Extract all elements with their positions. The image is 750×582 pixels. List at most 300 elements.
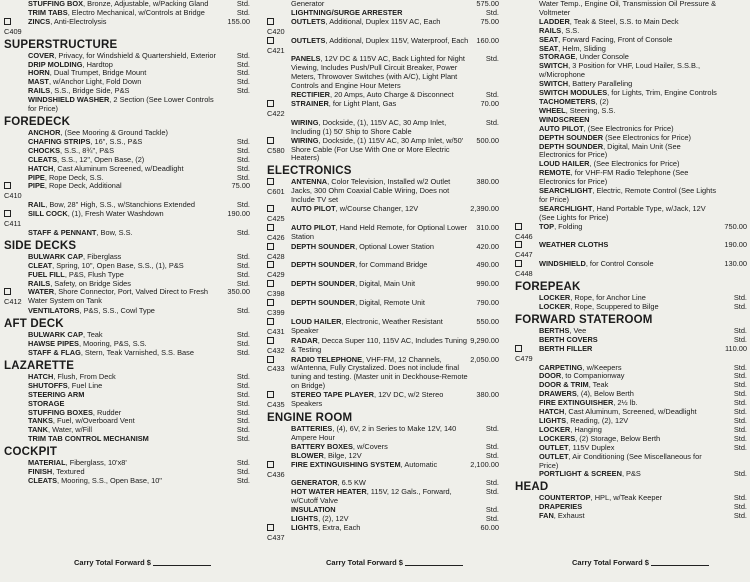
carry-total-blank [651,565,709,566]
item-name: OUTLETS [291,16,326,26]
option-code-text: C436 [267,469,285,479]
item-detail: , Dockside, (1) 115V AC, 30 Amp Inlet, w/50' Shore Cable (For Use With One or More Electric Heaters) [291,135,464,163]
item-name: SWITCH MODULES [539,88,608,98]
line-item [4,182,250,201]
option-code-text: C411 [4,219,22,229]
item-price: Std. [733,380,747,390]
item-name: CHAFING STRIPS [28,136,91,146]
line-item [515,223,747,242]
option-checkbox-icon[interactable] [515,345,522,352]
item-name: BERTHS [539,325,570,335]
item-price: Std. [236,86,250,96]
item-description [539,453,717,471]
item-price: 190.00 [724,240,747,250]
item-detail: , Electro Mechanical, w/Controls at Bridge [67,7,205,17]
item-name: WIRING [291,117,319,127]
option-code[interactable] [267,391,291,410]
item-name: STAFF & FLAG [28,348,81,357]
item-price: Std. [485,478,499,488]
item-price: Std. [733,415,747,425]
item-price: Std. [733,371,747,381]
option-checkbox-icon[interactable] [267,524,274,531]
option-code[interactable] [267,461,291,480]
item-price: Std. [733,362,747,372]
option-code-text: C448 [515,269,533,279]
section-heading-foredeck: FOREDECK [4,115,71,128]
item-price: Std. [236,278,250,288]
option-checkbox-icon[interactable] [267,137,274,144]
item-detail: , Fiberglass, 10'x8' [65,458,127,468]
item-price: Std. [485,117,499,127]
item-name: GENERATOR [291,478,338,488]
option-checkbox-icon[interactable] [515,223,522,230]
line-item [267,137,499,164]
item-detail: , S.S. [561,25,580,35]
option-checkbox-icon[interactable] [267,356,274,363]
option-checkbox-icon[interactable] [267,461,274,468]
line-item [4,210,250,229]
item-name: ANTENNA [291,177,328,187]
item-detail: , Cast Aluminum Screened, w/Deadlight [53,163,184,173]
item-price: Std. [485,487,499,497]
option-code[interactable] [267,356,291,375]
item-detail: , Mooring, P&S, S.S. [78,339,147,349]
item-description [291,243,469,252]
item-detail: , for Command Bridge [355,260,428,270]
item-price: Std. [236,154,250,164]
option-code-text: C409 [4,26,22,36]
item-price: 350.00 [227,287,250,297]
item-name: FINISH [28,467,53,477]
item-name: TOP [539,221,555,231]
item-price: Std. [733,407,747,417]
line-item [267,391,499,410]
item-description [291,55,469,91]
item-description [539,62,717,80]
item-price: Std. [236,269,250,279]
option-code[interactable] [267,205,291,224]
item-name: REMOTE [539,168,571,178]
item-detail: , Bow, 28" High, S.S., w/Stanchions Extended [45,200,195,210]
option-checkbox-icon[interactable] [4,288,11,295]
item-description [28,307,220,316]
item-description [291,261,469,270]
item-name: DEPTH SOUNDER [291,241,356,251]
item-name: OUTLETS [291,35,326,45]
item-name: LIGHTS [291,522,319,532]
item-price: 75.00 [231,181,250,191]
item-price: Std. [485,505,499,515]
item-name: ANCHOR [28,127,61,137]
item-price: Std. [733,325,747,335]
line-item [267,119,499,137]
item-detail: , Additional, Duplex 115V AC, Each [325,16,441,26]
line-item [267,461,499,480]
option-code[interactable] [515,241,539,260]
item-name: DRAWERS [539,389,577,399]
item-detail: , Under Console [575,52,629,62]
option-checkbox-icon[interactable] [267,318,274,325]
item-price: Std. [733,502,747,512]
item-detail: , Hanging [570,424,602,434]
item-description [291,461,469,470]
item-description [291,425,469,443]
item-price: Std. [236,59,250,69]
item-detail: , S.S., 8¾", P&S [60,145,115,155]
option-code-text: C446 [515,231,533,241]
item-name: ZINCS [28,16,51,26]
option-code-text: C425 [267,213,285,223]
item-name: DOOR & TRIM [539,380,589,390]
option-checkbox-icon[interactable] [267,224,274,231]
item-price: Std. [733,511,747,521]
line-item [267,356,499,392]
option-checkbox-icon[interactable] [267,18,274,25]
item-detail: , Fiberglass [83,251,122,261]
item-detail: , VHF-FM, 12 Channels, w/Antenna, Fully Crystalized. Does not include final tuning and testing. (Master unit in Deckhouse-Remote on Bridge) [291,354,468,391]
item-detail: , (2) [595,96,609,106]
option-code[interactable] [267,178,291,197]
item-detail: , Spring, 10", Open Base, S.S., (1), P&S [52,260,184,270]
item-detail: , Rudder [92,407,122,417]
item-name: LOCKER [539,302,571,311]
carry-total-forward-col1: Carry Total Forward $ [74,558,211,567]
item-detail: , 3 Position for VHF, Loud Hailer, S.S.B., w/Microphone [539,61,701,80]
item-detail: , w/Anchor Light, Fold Down [48,77,142,87]
line-item [4,18,250,37]
item-detail: , (2), 12V [318,514,349,524]
line-item [267,425,499,443]
item-detail: , P&S, S.S., Cowl Type [79,306,155,316]
item-name: BLOWER [291,450,324,460]
item-description [291,205,469,214]
item-detail: , Dual Trumpet, Bridge Mount [49,68,147,78]
line-item [4,435,250,444]
item-price: 110.00 [724,343,747,353]
item-name: STEREO TAPE PLAYER [291,390,374,400]
option-code[interactable] [267,337,291,356]
item-name: COVER [28,50,55,60]
option-code[interactable] [515,223,539,242]
option-checkbox-icon[interactable] [267,299,274,306]
option-checkbox-icon[interactable] [267,205,274,212]
item-name: LIGHTNING/SURGE ARRESTER [291,7,403,17]
line-item [267,280,499,299]
item-name: WHEEL [539,105,566,115]
item-name: CLEAT [28,260,53,270]
option-checkbox-icon[interactable] [267,337,274,344]
item-price: 420.00 [476,241,499,251]
item-detail: , (See Electronics for Price) [589,159,680,169]
item-price: Std. [236,77,250,87]
item-detail: , for Lights, Trim, Engine Controls [607,88,717,98]
item-price: Std. [485,423,499,433]
item-detail: , Optional Lower Station [355,241,434,251]
line-item [515,453,747,471]
item-description [539,470,717,479]
section-heading-superstructure: SUPERSTRUCTURE [4,38,118,51]
option-code[interactable] [515,345,539,364]
item-price: 2,390.00 [470,204,499,214]
option-code[interactable] [267,243,291,262]
item-detail: , 12V DC & 115V AC, Back Lighted for Night Viewing, Includes Push/Pull Circuit Breaker, Power Meters, Throwover Switches (with A/C), Light Plant Controls and Engine Hour Meters [291,54,465,91]
item-name: CLEATS [28,154,58,164]
option-code-text: C429 [267,270,285,280]
item-detail: , 115V Duplex [568,442,615,452]
option-code-text: C428 [267,251,285,261]
item-name: STRAINER [291,98,329,108]
item-name: SWITCH [539,79,569,89]
item-description [291,18,469,27]
item-name: DOOR [539,371,562,381]
item-detail: , P&S, Flush Type [64,269,124,279]
item-name: FIRE EXTINGUISHING SYSTEM [291,459,401,469]
item-detail: , Digital, Main Unit [355,279,416,289]
option-code[interactable] [4,210,28,229]
item-description [28,18,220,27]
item-name: STAFF & PENNANT [28,227,97,237]
item-detail: , Safety, on Bridge Sides [50,278,131,288]
item-name: LOCKERS [539,433,576,443]
item-description [291,524,469,533]
line-item [515,241,747,260]
item-price: Std. [485,54,499,64]
item-description [291,137,469,164]
item-name: WINDSCREEN [539,114,590,124]
item-price: 9,290.00 [470,335,499,345]
item-name: AUTO PILOT [291,222,336,232]
item-detail: , Rope, for Anchor Line [570,293,646,303]
line-item [515,303,747,312]
item-price: 750.00 [724,221,747,231]
section-heading-lazarette: LAZARETTE [4,359,75,372]
option-checkbox-icon[interactable] [267,37,274,44]
item-description [291,488,469,506]
item-name: LIGHTS [539,415,567,425]
item-description [539,241,717,250]
item-name: VENTILATORS [28,306,80,316]
item-detail: , for VHF-FM Radio Telephone (See Electronics for Price) [539,168,689,187]
item-detail: , Teak [588,380,609,390]
option-code[interactable] [267,299,291,318]
item-name: MAST [28,77,49,87]
item-name: DRIP MOLDING [28,59,83,69]
item-name: OUTLET [539,442,569,452]
option-code[interactable] [267,18,291,37]
item-price: Std. [485,90,499,100]
item-detail: , S.S., 12", Open Base, (2) [57,154,145,164]
item-name: AUTO PILOT [291,204,336,214]
item-description [291,280,469,289]
item-price: Std. [236,68,250,78]
item-name: STUFFING BOXES [28,407,93,417]
item-name: HAWSE PIPES [28,339,79,349]
option-code[interactable] [267,280,291,299]
item-detail: , Electric, Remote Control (See Lights for Price) [539,186,717,204]
section-heading-aft-deck: AFT DECK [4,318,64,331]
item-name: HATCH [539,407,565,417]
option-checkbox-icon[interactable] [267,243,274,250]
item-name: STEERING ARM [28,389,85,399]
option-checkbox-icon[interactable] [267,178,274,185]
item-description [28,210,220,219]
item-name: HATCH [28,371,54,381]
item-description [28,288,220,306]
item-price: Std. [236,339,250,349]
item-price: Std. [485,441,499,451]
option-checkbox-icon[interactable] [4,182,11,189]
item-name: PIPE [28,181,45,191]
item-name: BERTH COVERS [539,334,598,344]
option-checkbox-icon[interactable] [515,241,522,248]
item-detail: , Automatic [400,459,438,469]
item-name: DEPTH SOUNDER [291,260,356,270]
option-checkbox-icon[interactable] [4,18,11,25]
item-price: 60.00 [480,522,499,532]
item-name: SEARCHLIGHT [539,203,593,213]
item-description [28,477,220,486]
item-name: OUTLET [539,451,569,461]
option-code-text: C398 [267,289,285,299]
item-name: PANELS [291,54,321,64]
option-checkbox-icon[interactable] [267,280,274,287]
item-detail: , Decca Super 110, 115V AC, Includes Tuning & Testing [291,335,467,354]
item-description [539,345,717,354]
item-price: Std. [236,330,250,340]
item-name: LIGHTS [291,514,319,524]
option-code[interactable] [267,318,291,337]
item-detail: , Fuel, w/Overboard Vent [52,416,135,426]
option-code[interactable] [267,137,291,156]
item-price: Std. [236,467,250,477]
item-price: 990.00 [476,279,499,289]
item-detail: , (See Mooring & Ground Tackle) [60,127,168,137]
option-code[interactable] [4,182,28,201]
section-heading-forward-stateroom: FORWARD STATEROOM [515,313,653,326]
item-detail: Water Temp., Engine Oil, Transmission Oil Pressure & Voltmeter [539,0,717,17]
item-detail: , Rope Deck, S.S. [44,172,104,182]
item-detail: , Digital, Main Unit (See Electronics for Price) [539,141,681,160]
item-name: WEATHER CLOTHS [539,240,609,250]
item-description [539,143,717,161]
item-name: DEPTH SOUNDER [539,132,604,142]
line-item [267,318,499,337]
item-detail: Generator [291,0,325,8]
item-price: Std. [236,389,250,399]
item-detail: , Vee [569,325,587,335]
line-item [267,243,499,262]
item-name: TRIM TABS [28,7,68,17]
item-detail: , Color Television, Installed w/2 Outlet Jacks, 300 Ohm Coaxial Cable Wiring, Does not Include TV set [291,177,451,205]
line-item [515,143,747,161]
option-checkbox-icon[interactable] [515,260,522,267]
item-price: Std. [236,425,250,435]
item-detail: , Helm, Sliding [558,43,606,53]
line-item [515,169,747,187]
item-detail: , w/Keepers [582,362,622,372]
section-heading-head: HEAD [515,481,549,494]
option-checkbox-icon[interactable] [267,391,274,398]
item-price: Std. [236,227,250,237]
item-price: Std. [236,371,250,381]
option-checkbox-icon[interactable] [267,100,274,107]
item-detail: , Battery Paralleling [568,79,633,89]
item-price: 160.00 [476,35,499,45]
item-price: 75.00 [480,16,499,26]
item-detail: , 2½ lb. [613,398,638,408]
item-name: SWITCH [539,61,569,71]
item-price: Std. [733,334,747,344]
item-detail: , Teak & Steel, S.S. to Main Deck [569,16,679,26]
item-price: Std. [485,514,499,524]
line-item [267,224,499,243]
option-code[interactable] [515,260,539,279]
item-name: SHUTOFFS [28,380,68,390]
option-code[interactable] [267,100,291,119]
item-detail: , (4), Below Berth [576,389,634,399]
item-price: Std. [236,306,250,316]
line-item [515,345,747,364]
item-price: Std. [733,424,747,434]
carry-total-blank [405,565,463,566]
item-price: Std. [733,302,747,311]
item-price: Std. [236,200,250,210]
item-name: RAILS [539,25,562,35]
item-name: PORTLIGHT & SCREEN [539,469,622,479]
item-detail: , 2 Section (See Lower Controls for Price) [28,95,214,114]
line-item [515,0,747,18]
option-code-text: C479 [515,353,533,363]
item-name: WATER [28,287,55,297]
item-name: TACHOMETERS [539,96,596,106]
item-price: Std. [236,458,250,468]
item-detail: , Flush, From Deck [53,371,116,381]
item-detail: , P&S [621,469,641,479]
option-code[interactable] [267,261,291,280]
option-code-text: C420 [267,26,285,36]
item-description [539,303,717,312]
option-code[interactable] [267,224,291,243]
item-price: Std. [236,251,250,261]
option-code-text: C431 [267,326,285,336]
item-name: TANKS [28,416,53,426]
carry-total-blank [153,565,211,566]
item-detail: , Privacy, for Windshield & Quartershield, Exterior [54,50,216,60]
item-description [28,96,220,114]
option-code[interactable] [267,524,291,543]
item-name: HOT WATER HEATER [291,487,367,497]
option-code[interactable] [267,37,291,56]
option-checkbox-icon[interactable] [4,210,11,217]
item-name: DEPTH SOUNDER [291,298,356,308]
item-detail: , Steering, S.S. [565,105,616,115]
option-code[interactable] [4,18,28,37]
item-detail: , Folding [554,221,583,231]
option-code[interactable] [4,288,28,307]
item-name: WIRING [291,135,319,145]
item-description [539,169,717,187]
option-checkbox-icon[interactable] [267,261,274,268]
line-item [267,524,499,543]
item-price: 490.00 [476,260,499,270]
item-price: Std. [236,475,250,485]
item-description [291,224,469,242]
item-name: TANK [28,425,48,435]
item-description [28,435,220,444]
item-name: PIPE [28,172,45,182]
line-item [267,37,499,56]
item-price: Std. [733,469,747,479]
